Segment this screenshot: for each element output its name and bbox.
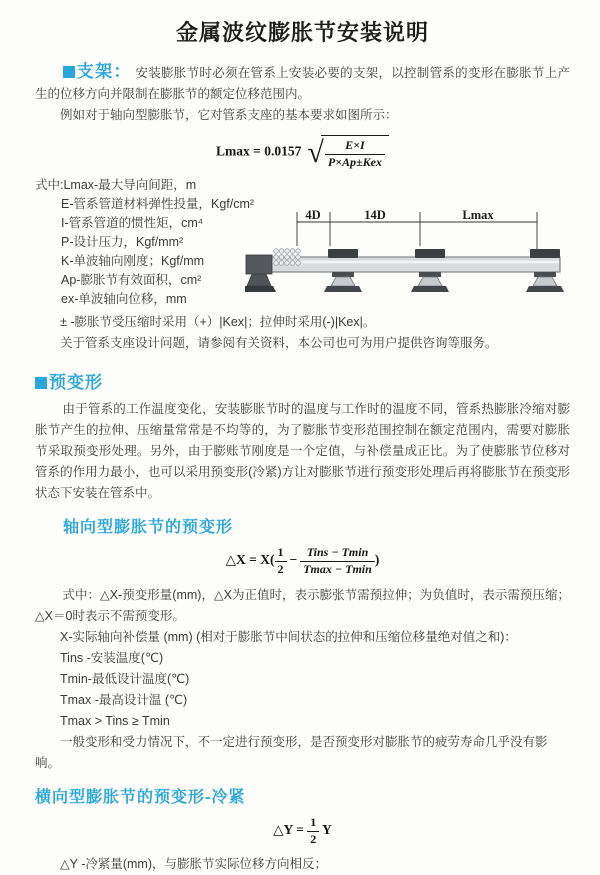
- lateral-formula-rhs: Y: [322, 822, 332, 838]
- lmax-formula: [35, 135, 570, 170]
- axial-explain-line: X-实际轴向补偿量 (mm) (相对于膨胀节中间状态的拉伸和压缩位移量绝对值之和)：: [60, 630, 517, 645]
- axial-formula-temp-denominator: Tmax − Tmin: [303, 561, 372, 576]
- support-intro-paragraph: [35, 61, 570, 105]
- axial-formula-minus: −: [289, 552, 298, 568]
- sqrt-radical-icon: √: [307, 135, 324, 169]
- lmax-formula-denominator: P×Ap±Kex: [327, 154, 382, 169]
- axial-formula-temp-numerator: Tins − Tmin: [300, 545, 375, 562]
- lateral-predeform-heading: 横向型膨胀节的预变形-冷紧: [35, 789, 246, 807]
- axial-formula-half-denominator: 2: [277, 561, 284, 576]
- predeform-section-label: 预变形: [49, 373, 103, 393]
- lmax-formula-numerator: E×I: [325, 138, 385, 155]
- axial-formula-temp-fraction: [300, 545, 375, 577]
- section-bullet-icon: [63, 66, 75, 78]
- pipe: [248, 257, 560, 272]
- axial-formula-half-numerator: 1: [275, 545, 287, 562]
- definition-item: E-管系管道材料弹性投量，Kgf/cm²: [61, 197, 255, 212]
- axial-explain-line: Tins -安装温度(℃): [60, 651, 164, 666]
- lmax-formula-lhs: Lmax = 0.0157: [216, 143, 302, 159]
- support-section-heading: [63, 62, 132, 81]
- support-example-line: 例如对于轴向型膨胀节，它对管系支座的基本要求如图所示：: [60, 108, 398, 122]
- dimension-label-14d: 14D: [364, 208, 386, 223]
- axial-explain-line: Tmax -最高设计温 (℃): [60, 693, 188, 708]
- definitions-and-diagram: [35, 176, 570, 312]
- lateral-formula-numerator: 1: [307, 815, 319, 832]
- bellows-icon: [274, 249, 301, 266]
- lateral-note: △Y -冷紧量(mm)，与膨胀节实际位移方向相反；: [60, 856, 328, 871]
- definition-item: 式中:Lmax-最大导向间距，m: [35, 178, 197, 193]
- axial-formula-half-fraction: [275, 545, 287, 577]
- definition-item: I-管系管道的惯性矩，cm⁴: [61, 216, 204, 231]
- lateral-formula-half-fraction: [307, 815, 319, 847]
- dimension-label-lmax: Lmax: [462, 208, 494, 223]
- axial-predeform-heading: 轴向型膨胀节的预变形: [63, 519, 234, 537]
- axial-explain-line: 一般变形和受力情况下，不一定进行预变形，是否预变形对膨胀节的疲劳寿命几乎没有影响。: [35, 735, 548, 771]
- predeform-paragraph: 由于管系的工作温度变化，安装膨胀节时的温度与工作时的温度不同，管系热膨胀冷缩对膨胀节产生的拉伸、压缩量常常是不均等的，为了膨胀节变形范围控制在额定范围内，需要对膨胀节采取预变形处理。另外，由于膨账节刚度是一个定值，与补偿量成正比。为了使膨胀节位移对管系的作用力最小，也可以采用预变形(冷紧)方让对膨胀节进行预变形处理后再将膨胀节在预变形状态下安装在管系中。: [35, 402, 570, 501]
- anchor-support: [245, 255, 276, 292]
- consult-note: 关于管系支座设计问题，请参阅有关资料，本公司也可为用户提供咨询等服务。: [60, 336, 498, 351]
- axial-explain-line: Tmax > Tins ≥ Tmin: [60, 714, 170, 729]
- lateral-formula-denominator: 2: [310, 831, 317, 846]
- lmax-formula-radicand: [321, 135, 389, 170]
- support-intro-text: 安装膨胀节时必须在管系上安装必要的支架，以控制管系的变形在膨胀节上产生的位移方向并限制在膨胀节的额定位移范围内。: [35, 66, 570, 101]
- axial-predeform-formula: [35, 545, 570, 577]
- lateral-formula-lhs: △Y =: [273, 822, 304, 838]
- plus-minus-note: ± -膨胀节受压缩时采用（+）|Kex|；拉伸时采用(-)|Kex|。: [60, 315, 376, 330]
- axial-explain-line: Tmin-最低设计温度(℃): [60, 672, 190, 687]
- dimension-label-4d: 4D: [305, 208, 321, 223]
- axial-formula-close: ): [374, 552, 380, 568]
- section-bullet-icon: [35, 377, 47, 389]
- definition-item: ex-单波轴向位移，mm: [61, 292, 187, 307]
- pipe-support-diagram: [245, 206, 600, 306]
- definition-item: P-设计压力，Kgf/mm²: [61, 235, 184, 250]
- support-section-label: 支架：: [76, 62, 132, 81]
- lateral-predeform-formula: [35, 815, 570, 847]
- axial-explain-line: 式中：△X-预变形量(mm)，△X为正值时，表示膨张节需预拉伸；为负值时，表示需预压缩；△X＝0时表示不需预变形。: [35, 588, 570, 624]
- definition-item: K-单波轴向刚度；Kgf/mm: [61, 254, 205, 269]
- page-title: 金属波纹膨胀节安装说明: [175, 20, 429, 45]
- predeform-section-heading: [35, 368, 570, 393]
- definition-item: Ap-膨胀节有效面积，cm²: [61, 273, 202, 288]
- axial-formula-lhs: △X = X(: [225, 552, 275, 568]
